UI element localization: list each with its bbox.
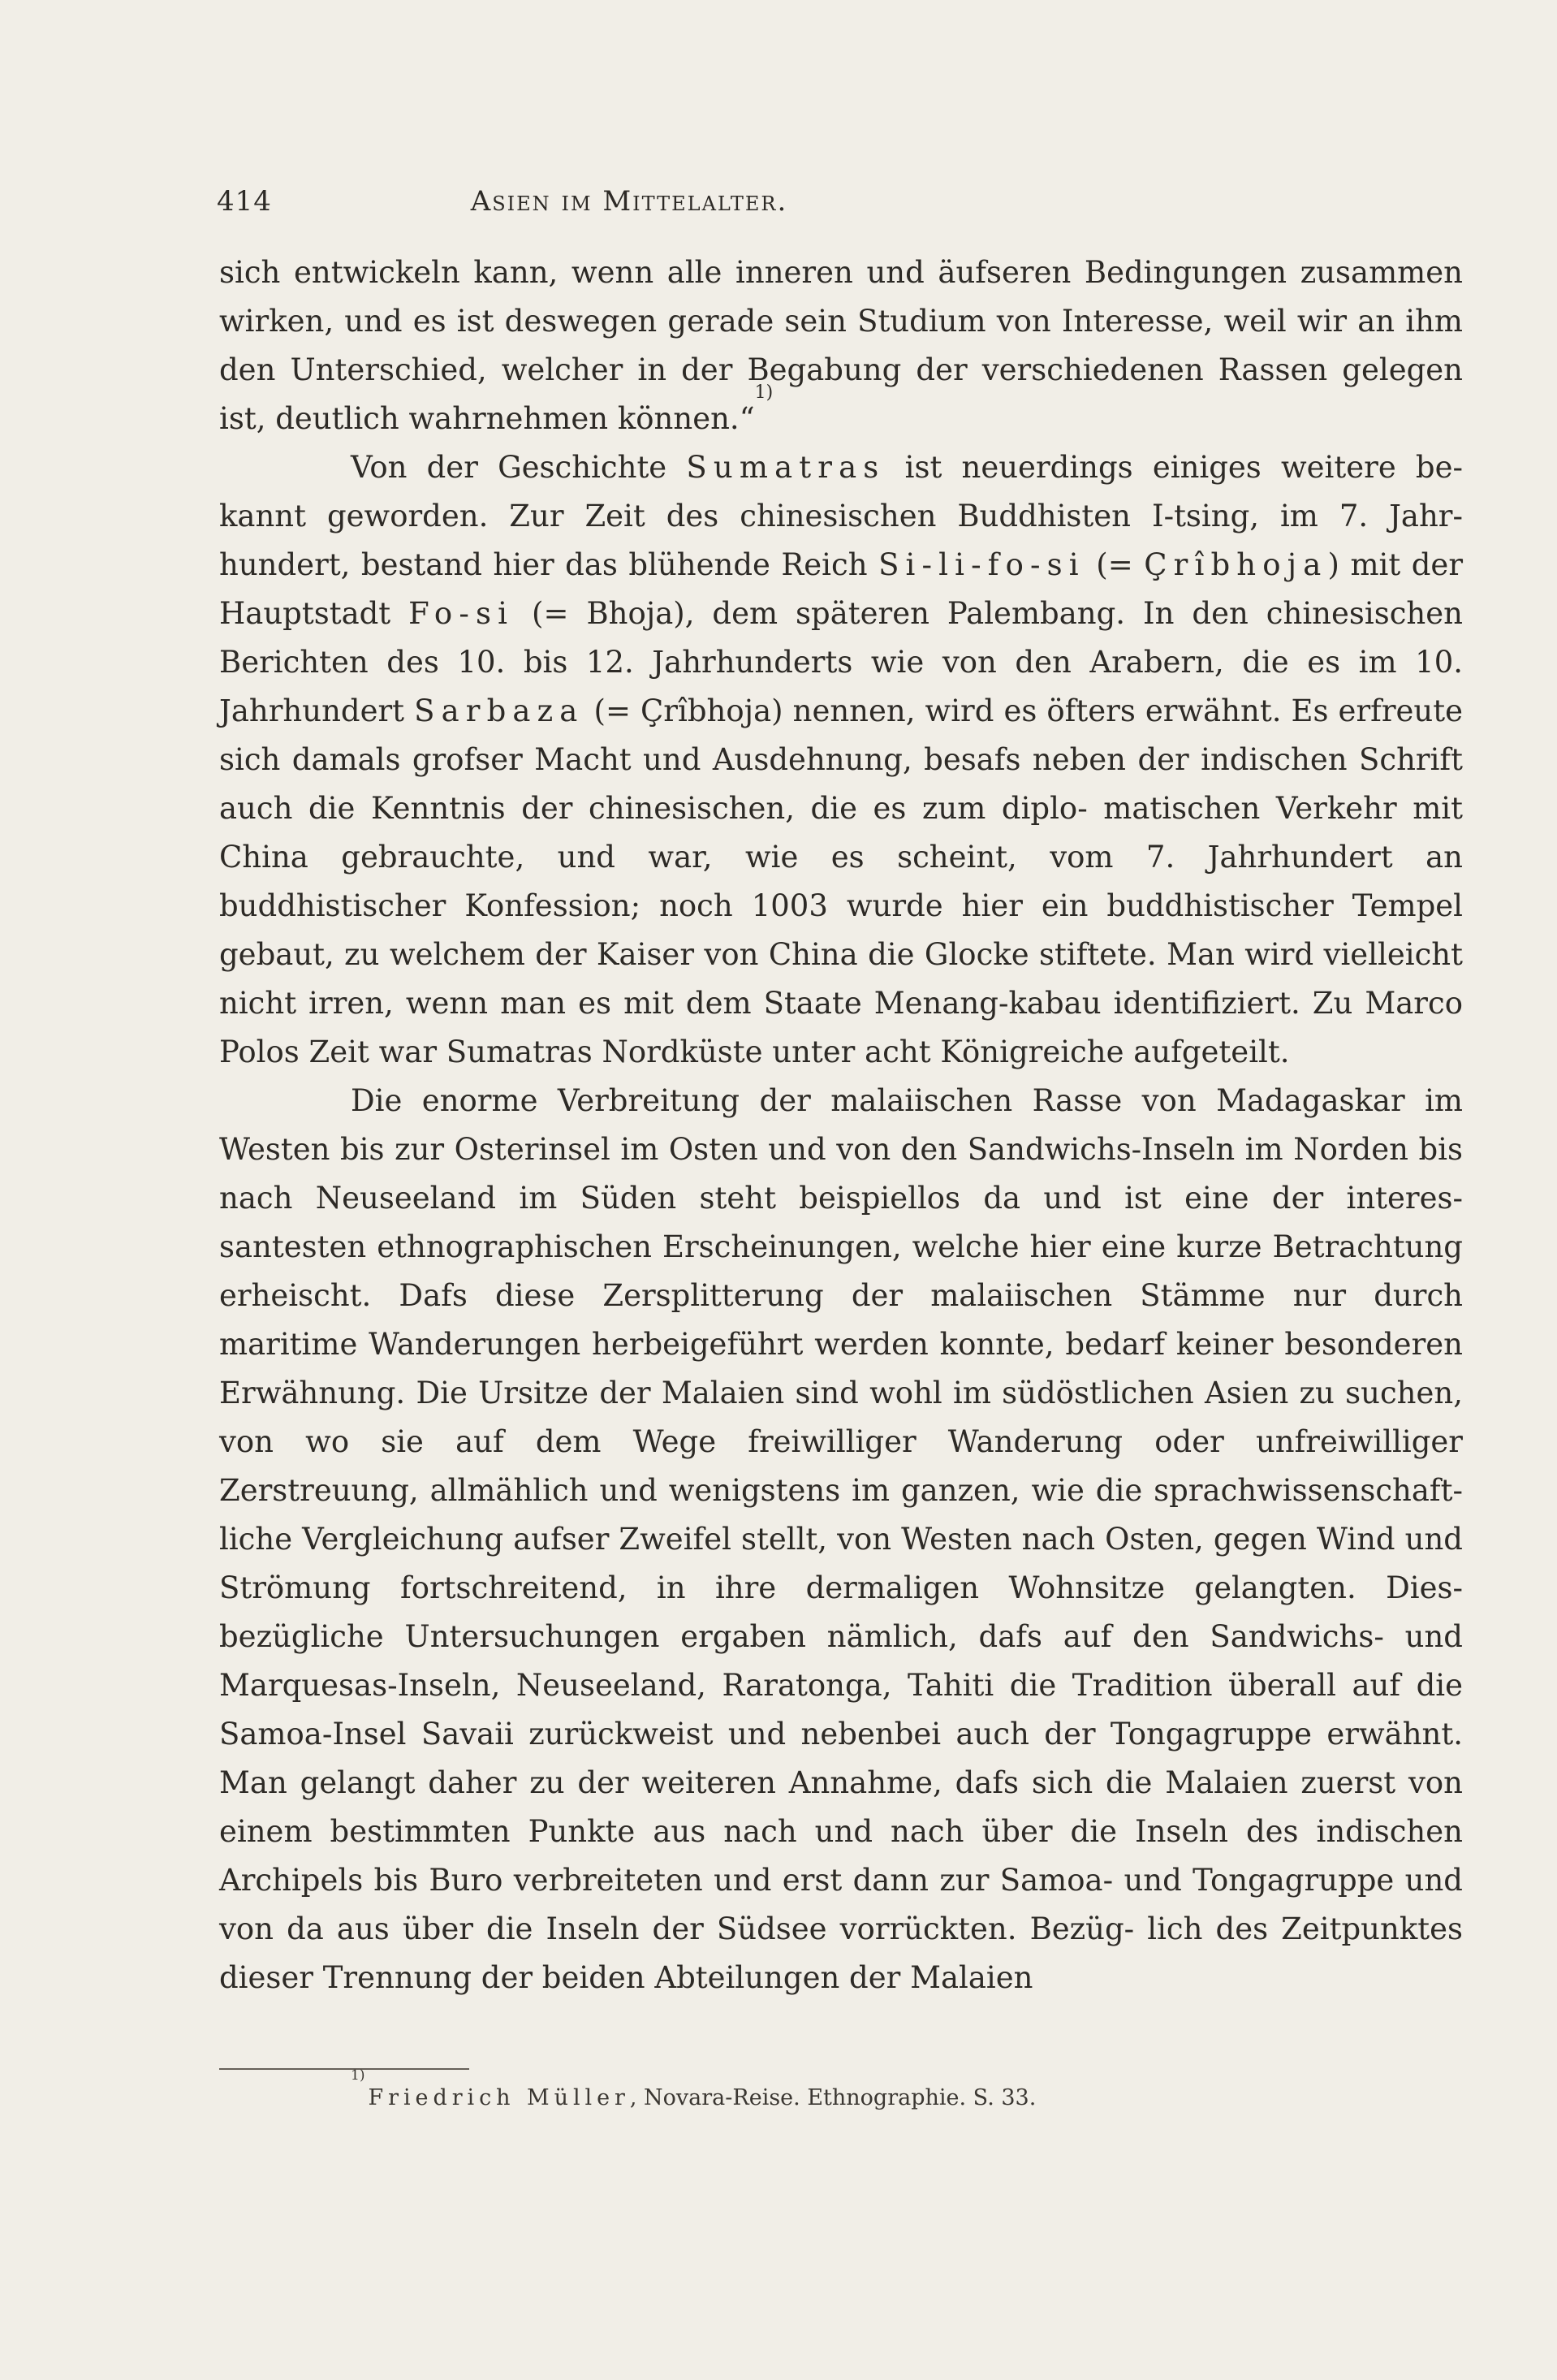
paragraph-1-text: sich entwickeln kann, wenn alle inneren und äufseren Bedingungen zusammen wirken, und es ist deswegen gerade sein Studium von Interesse, weil wir an ihm den Unterschied, welcher in der Begabung der verschiedenen Rassen gelegen ist, deutlich wahrnehmen können.“: [219, 255, 1463, 436]
paragraph-2-part-a: Von der Geschichte: [351, 450, 687, 485]
emphasis-cribhoja: Çrîbhoja: [1144, 547, 1328, 582]
paragraph-3-text: Die enorme Verbreitung der malaiischen Rasse von Madagaskar im Westen bis zur Osterinsel im Osten und von den Sandwichs-Inseln im Norden bis nach Neuseeland im Süden steht beispiellos da und ist eine der interes- santesten ethnographischen Erscheinungen, welche hier eine kurze Betrachtung erheischt. Dafs diese Zersplitterung der malaiischen Stämme nur durch maritime Wanderungen herbeigeführt werden konnte, bedarf keiner besonderen Erwähnung. Die Ursitze der Malaien sind wohl im südöstlichen Asien zu suchen, von wo sie auf dem Wege freiwilliger Wanderung oder unfreiwilliger Zerstreuung, allmählich und wenigstens im ganzen, wie die sprachwissenschaft- liche Vergleichung aufser Zweifel stellt, von Westen nach Osten, gegen Wind und Strömung fortschreitend, in ihre dermaligen Wohnsitze gelangten. Dies- bezügliche Untersuchungen ergaben nämlich, dafs auf den Sandwichs- und Marquesas-Inseln, Neuseeland, Raratonga, Tahiti die Tradition überall auf die Samoa-Insel Savaii zurückweist und nebenbei auch der Tongagruppe erwähnt. Man gelangt daher zu der weiteren Annahme, dafs sich die Malaien zuerst von einem bestimmten Punkte aus nach und nach über die Inseln des indischen Archipels bis Buro verbreiteten und erst dann zur Samoa- und Tongagruppe und von da aus über die Inseln der Südsee vorrückten. Bezüg- lich des Zeitpunktes dieser Trennung der beiden Abteilungen der Malaien: [219, 1083, 1463, 1995]
page-number: 414: [217, 185, 272, 218]
emphasis-sarbaza: Sarbaza: [414, 693, 584, 728]
emphasis-sumatras: Sumatras: [686, 450, 886, 485]
paragraph-1: [219, 248, 1463, 443]
body-text: [219, 248, 1463, 2002]
paragraph-2-part-d: ) mit der Hauptstadt: [219, 547, 1464, 631]
footnote-author: Friedrich Müller: [368, 2085, 630, 2110]
page-header: [217, 185, 1494, 218]
paragraph-2-part-e: (= Bhoja), dem späteren Palembang. In den chinesischen Berichten des 10. bis 12. Jahrhunderts wie von den Arabern, die es im 10. Jahrhundert: [219, 596, 1463, 728]
emphasis-si-li-fo-si: Si-li-fo-si: [878, 547, 1085, 582]
footnote: [351, 2067, 1244, 2119]
paragraph-2: [219, 443, 1463, 1077]
footnote-marker: 1): [351, 2067, 365, 2084]
paragraph-2-part-f: (= Çrîbhoja) nennen, wird es öfters erwähnt. Es erfreute sich damals grofser Macht und Ausdehnung, besafs neben der indischen Schrift auch die Kenntnis der chinesischen, die es zum diplo- matischen Verkehr mit China gebrauchte, und war, wie es scheint, vom 7. Jahrhundert an buddhistischer Konfession; noch 1003 wurde hier ein buddhistischer Tempel gebaut, zu welchem der Kaiser von China die Glocke stiftete. Man wird vielleicht nicht irren, wenn man es mit dem Staate Menang-kabau identifiziert. Zu Marco Polos Zeit war Sumatras Nordküste unter acht Königreiche aufgeteilt.: [219, 693, 1464, 1069]
footnote-divider: [219, 2068, 469, 2070]
emphasis-fo-si: Fo-si: [408, 596, 515, 631]
footnote-citation: , Novara-Reise. Ethnographie. S. 33.: [629, 2085, 1037, 2110]
running-title: Asien im Mittelalter.: [470, 185, 788, 218]
footnote-reference: 1): [754, 382, 774, 403]
paragraph-2-part-c: (=: [1085, 547, 1145, 582]
paragraph-3: [219, 1077, 1463, 2002]
paragraph-2-part-b: ist neuerdings einiges weitere be- kannt geworden. Zur Zeit des chinesischen Buddhisten I-tsing, im 7. Jahr- hundert, bestand hier das blühende Reich: [219, 450, 1463, 582]
